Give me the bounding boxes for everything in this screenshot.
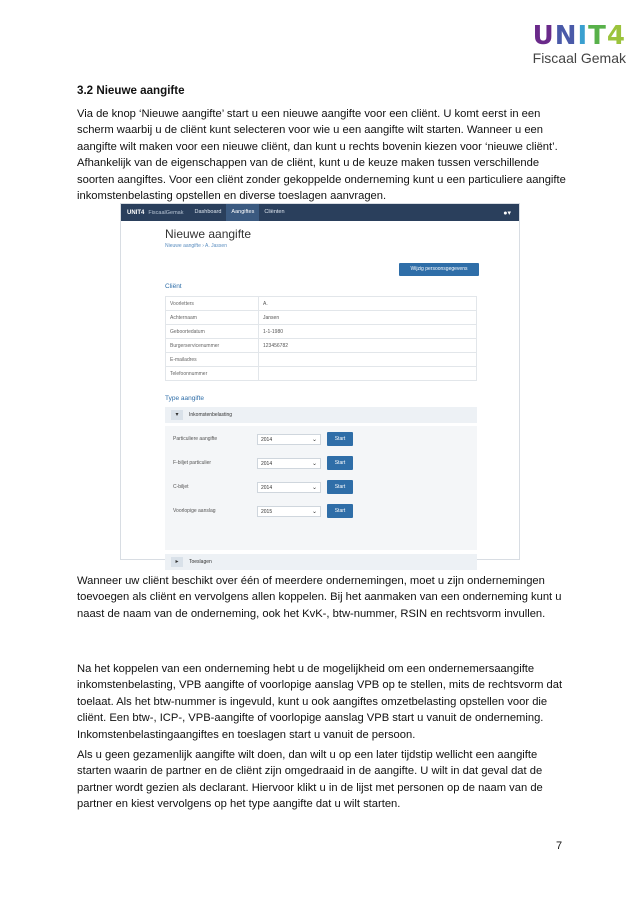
paragraph-koppelen: Na het koppelen van een onderneming hebt u de mogelijkheid om een ondernemersaangifte inkomstenbelasting, VPB aangifte of voorlopige aanslag VPB op te stellen, mits de rechtsvorm dat toelaat. Als het btw-nummer is ingevuld, kunt u ook aangiftes omzetbelasting opstellen voor die cliënt. Een btw-, ICP-, VPB-aangifte of voorlopige aanslag VPB start u vanuit de onderneming. Inkomstenbelastingaangiftes en toeslagen start u vanuit de persoon. [77,663,563,741]
table-row: Voorletters A. [166,297,477,311]
panel-label: Inkomstenbelasting [189,412,233,418]
client-section-title: Cliënt [165,283,182,290]
table-row: Achternaam Jansen [166,311,477,325]
paragraph-intro: Via de knop ‘Nieuwe aangifte’ start u een nieuwe aangifte voor een cliënt. U komt eerst in een scherm waarbij u de cliënt kunt selecteren voor wie u een aangifte wilt starten. Wanneer u een aangifte wilt maken voor een nieuwe cliënt, dan kunt u rechts bovenin kiezen voor ‘nieuwe cliënt’. Afhankelijk van de eigenschappen van de cliënt, kunt u de keuze maken tussen verschillende soorten aangiftes. Voor een cliënt zonder gekoppelde onderneming kunt u een particuliere aangifte inkomstenbelasting opstellen en diverse toeslagen aanvragen. [77,108,566,203]
chevron-down-icon: ⌄ [311,461,317,467]
chevron-down-icon: ⌄ [311,437,317,443]
list-item: Voorlopige aanslag 2015 ⌄ Start [165,504,477,520]
nav-brand-sub: FiscaalGemak [148,209,184,216]
wijzig-persoonsgegevens-button[interactable]: Wijzig persoonsgegevens [399,263,479,276]
toeslagen-panel-header[interactable] [165,554,477,570]
nav-item-dashboard[interactable]: Dashboard [194,209,222,215]
app-navbar [121,204,519,221]
type-aangifte-title: Type aangifte [165,395,205,402]
list-item: Particuliere aangifte 2014 ⌄ Start [165,432,477,448]
nav-brand: UNIT4 [127,209,145,216]
client-table [165,296,477,381]
page-title: Nieuwe aangifte [165,227,252,241]
year-select[interactable]: 2014 ⌄ [257,458,321,469]
table-row: Geboortedatum 1-1-1980 [166,325,477,339]
inkomstenbelasting-panel-header[interactable] [165,407,477,423]
paragraph-ondernemingen: Wanneer uw cliënt beschikt over één of meerdere ondernemingen, moet u zijn ondernemingen toevoegen als cliënt en vervolgens allen koppelen. Bij het aanmaken van een onderneming kunt u naast de naam van de onderneming, ook het KvK-, btw-nummer, RSIN en rechtsvorm invullen. [77,575,562,620]
chevron-down-icon[interactable]: ▾ [171,410,183,420]
chevron-down-icon: ⌄ [311,485,317,491]
page-number: 7 [556,840,563,852]
start-button[interactable]: Start [327,456,353,470]
start-button[interactable]: Start [327,504,353,518]
list-item: F-biljet particulier 2014 ⌄ Start [165,456,477,472]
year-select[interactable]: 2014 ⌄ [257,434,321,445]
table-row: Burgerservicenummer 123456782 [166,339,477,353]
nav-item-clienten[interactable]: Cliënten [264,209,285,215]
year-select[interactable]: 2014 ⌄ [257,482,321,493]
section-heading: 3.2 Nieuwe aangifte [77,84,185,97]
start-button[interactable]: Start [327,480,353,494]
panel-label: Toeslagen [189,559,212,565]
logo-wordmark: UNIT4 [532,21,626,51]
nav-item-aangiftes[interactable]: Aangiftes [226,204,259,221]
chevron-down-icon: ⌄ [311,509,317,515]
unit4-logo [506,22,626,66]
year-select[interactable]: 2015 ⌄ [257,506,321,517]
start-button[interactable]: Start [327,432,353,446]
list-item: C-biljet 2014 ⌄ Start [165,480,477,496]
embedded-screenshot [120,203,520,565]
table-row: E-mailadres [166,353,477,367]
aangifte-options [165,426,477,550]
user-menu-icon[interactable]: ●▾ [503,209,511,217]
paragraph-partner: Als u geen gezamenlijk aangifte wilt doen, dan wilt u op een later tijdstip wellicht een aangifte starten waarin de partner en de cliënt zijn omgedraaid in de aangifte. U wilt in dat geval dat de partner wordt gezien als declarant. Hiervoor klikt u in de lijst met personen op de naam van de partner en kiest vervolgens op het type aangifte dat u wilt starten. [77,749,543,811]
logo-tagline: Fiscaal Gemak [532,50,626,66]
table-row: Telefoonnummer [166,367,477,381]
chevron-right-icon[interactable]: ▸ [171,557,183,567]
breadcrumb[interactable]: Nieuwe aangifte › A. Jassen [165,243,227,249]
